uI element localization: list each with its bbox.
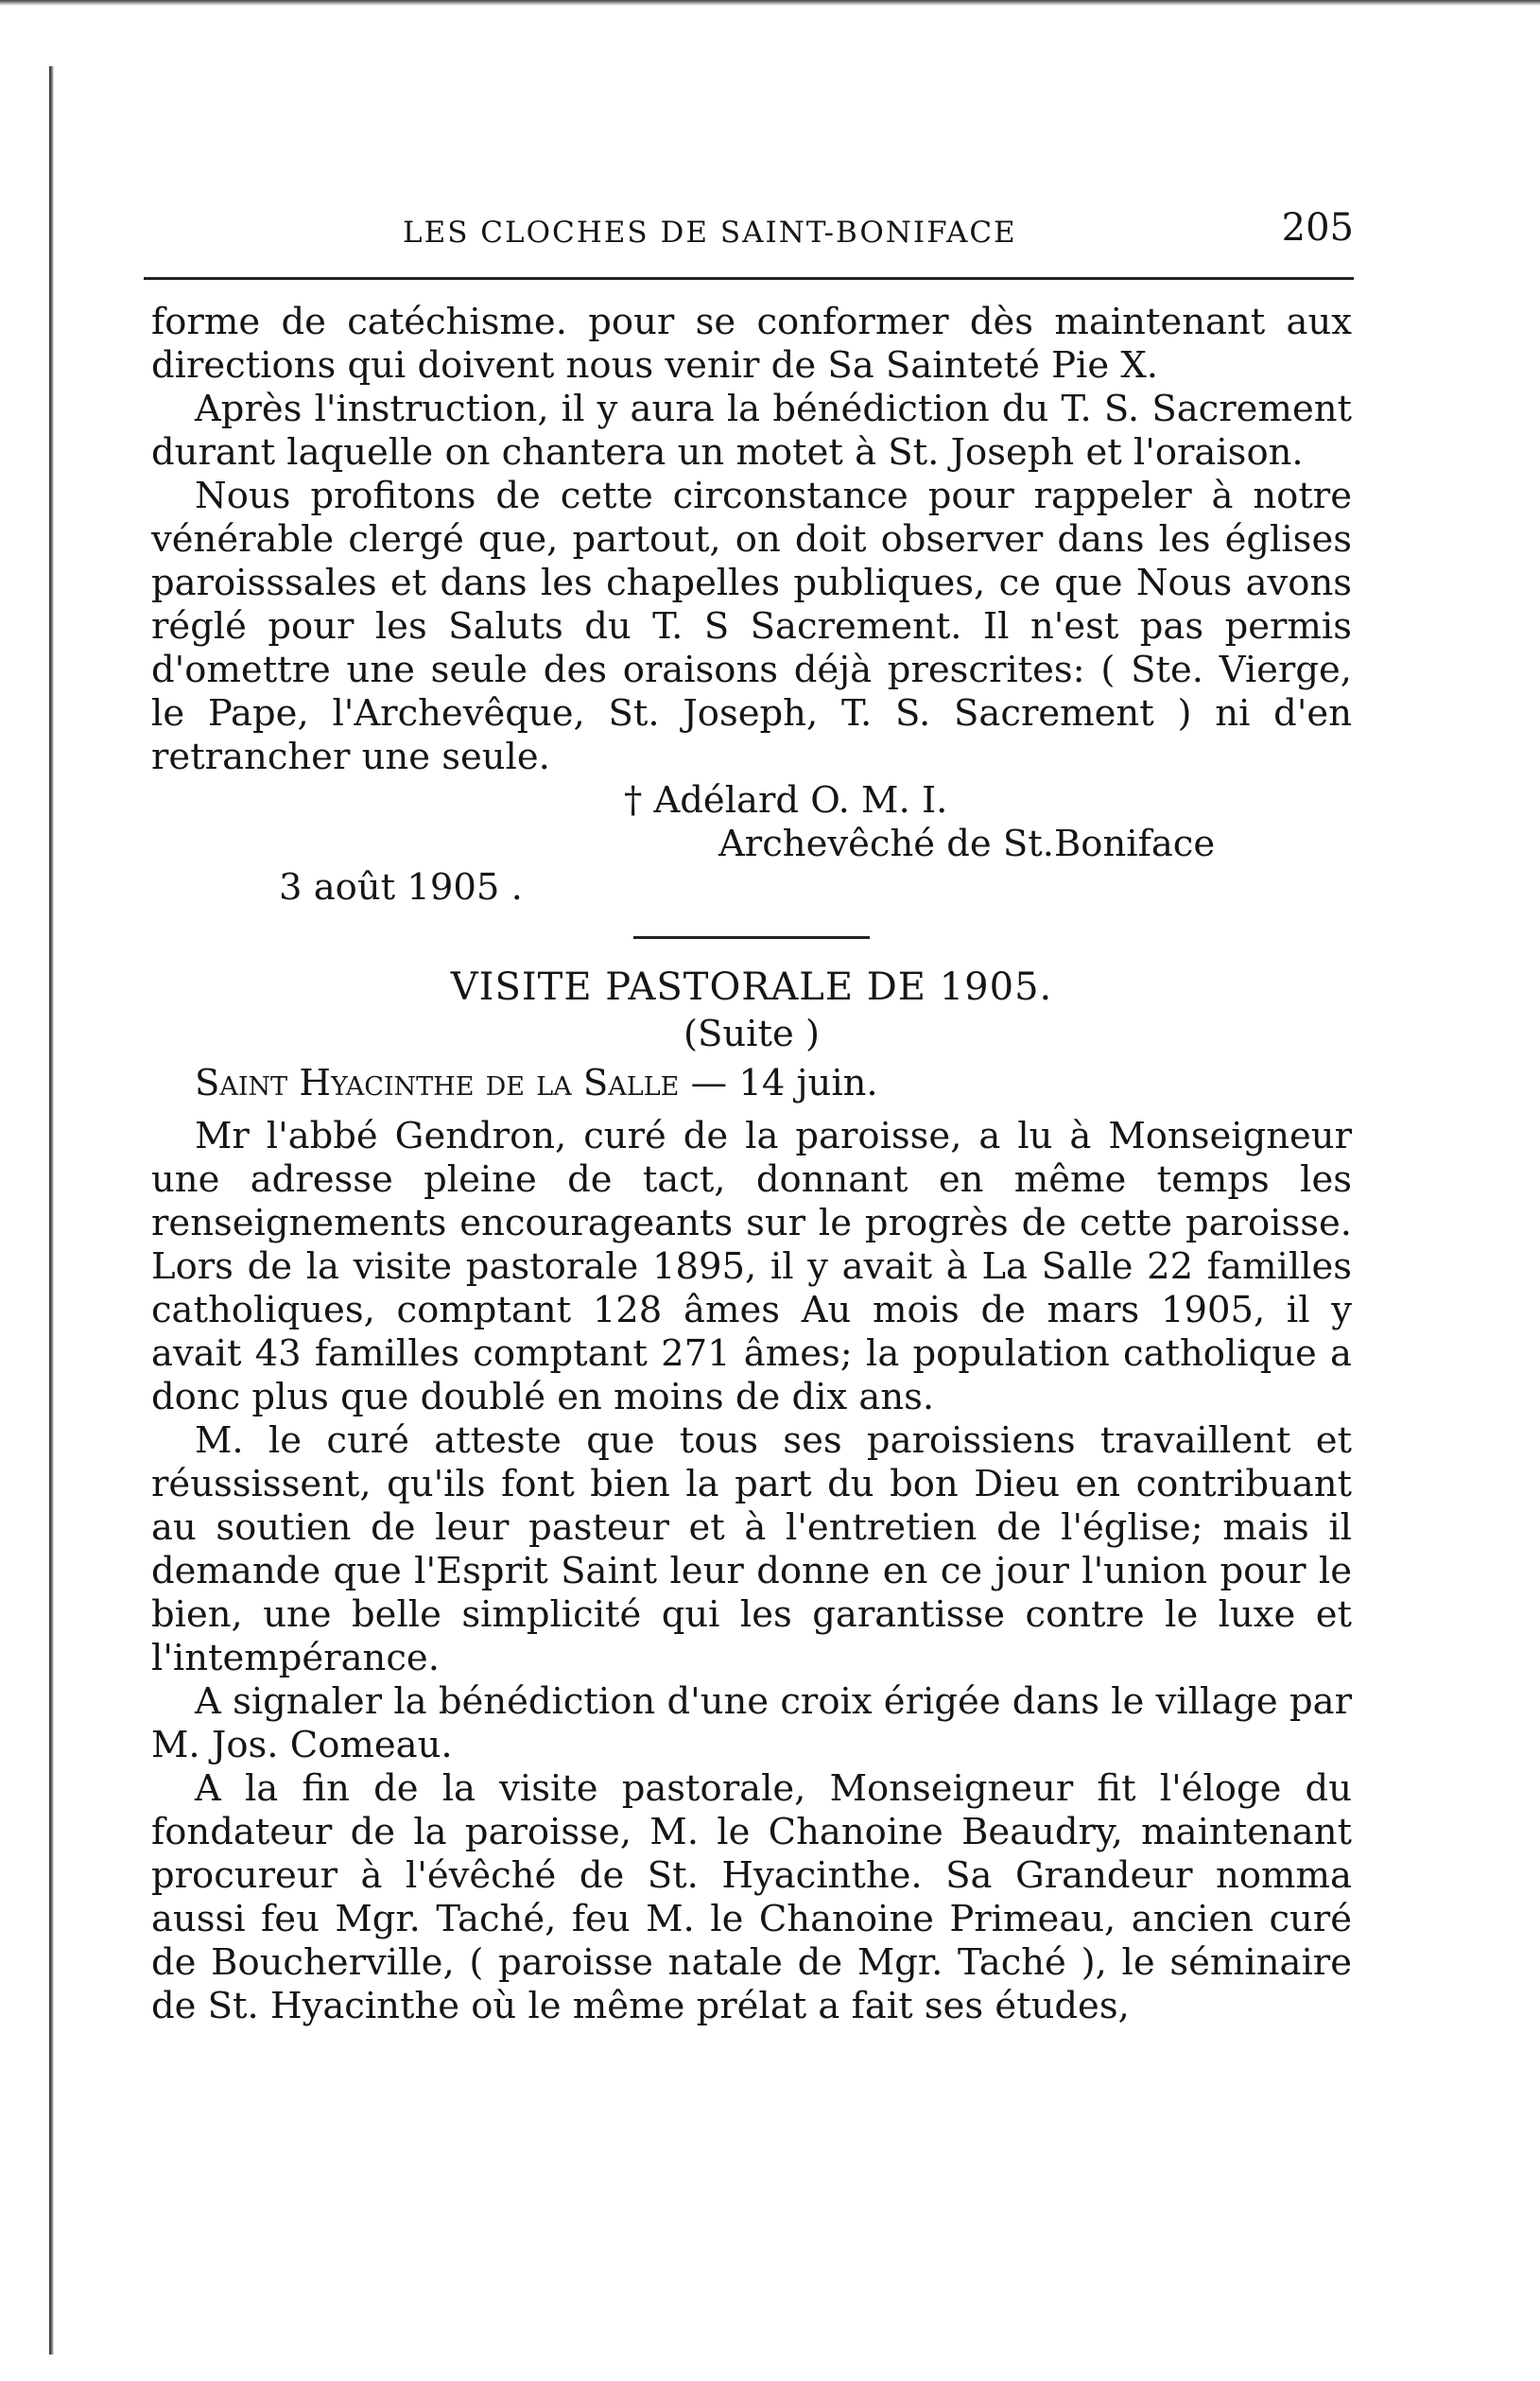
paragraph-fin-visite: A la fin de la visite pastorale, Monseigneur fit l'éloge du fondateur de la paroisse, M. le Chanoine Beaudry, maintenant procureur à l'évêché de St. Hyacinthe. Sa Grandeur nomma aussi feu Mgr. Taché, feu M. le Chanoine Primeau, ancien curé de Boucherville, ( paroisse natale de Mgr. Taché ), le séminaire de St. Hyacinthe où le même prélat a fait ses études, (151, 1767, 1352, 2027)
paragraph-catechism: forme de catéchisme. pour se conformer dès maintenant aux directions qui doivent nous venir de Sa Sainteté Pie X. (151, 301, 1352, 387)
parish-name: Saint Hyacinthe de la Salle (195, 1062, 680, 1104)
scan-binding-edge (49, 66, 54, 2355)
letter-date: 3 août 1905 . (279, 866, 523, 909)
section-title: VISITE PASTORALE DE 1905. (450, 965, 1053, 1009)
running-head (151, 206, 1361, 263)
page-body (151, 301, 1352, 2028)
paragraph-benediction: Après l'instruction, il y aura la bénédiction du T. S. Sacrement durant laquelle on chantera un motet à St. Joseph et l'oraison. (151, 388, 1352, 474)
signature-name: † Adélard O. M. I. (624, 779, 948, 822)
header-rule (144, 277, 1354, 280)
paragraph-cure: M. le curé atteste que tous ses paroissiens travaillent et réussissent, qu'ils font bien la part du bon Dieu en contribuant au soutien de leur pasteur et à l'entretien de l'église; mais il demande que l'Esprit Saint leur donne en ce jour l'union pour le bien, une belle simplicité qui les garantisse contre le luxe et l'intempérance. (151, 1419, 1352, 1679)
signature-place: Archevêché de St.Boniface (718, 823, 1216, 865)
page-number: 205 (1281, 206, 1354, 250)
running-title: LES CLOCHES DE SAINT-BONIFACE (403, 216, 1017, 250)
section-divider (633, 936, 870, 939)
paragraph-saluts: Nous profitons de cette circonstance pour rappeler à notre vénérable clergé que, partout, on doit observer dans les églises paroisssales et dans les chapelles publiques, ce que Nous avons réglé pour les Saluts du T. S Sacrement. Il n'est pas permis d'omettre une seule des oraisons déjà prescrites: ( Ste. Vierge, le Pape, l'Archevêque, St. Joseph, T. S. Sacrement ) ni d'en retrancher une seule. (151, 475, 1352, 778)
paragraph-gendron: Mr l'abbé Gendron, curé de la paroisse, a lu à Monseigneur une adresse pleine de tact, donnant en même temps les renseignements encourageants sur le progrès de cette paroisse. Lors de la visite pastorale 1895, il y avait à La Salle 22 familles catholiques, comptant 128 âmes Au mois de mars 1905, il y avait 43 familles comptant 271 âmes; la population catholique a donc plus que doublé en moins de dix ans. (151, 1115, 1352, 1418)
parish-heading (195, 1062, 1352, 1105)
section-subtitle: (Suite ) (683, 1013, 821, 1055)
paragraph-croix: A signaler la bénédiction d'une croix érigée dans le village par M. Jos. Comeau. (151, 1680, 1352, 1766)
parish-date: — 14 juin. (690, 1062, 878, 1104)
scan-top-edge (0, 0, 1540, 6)
